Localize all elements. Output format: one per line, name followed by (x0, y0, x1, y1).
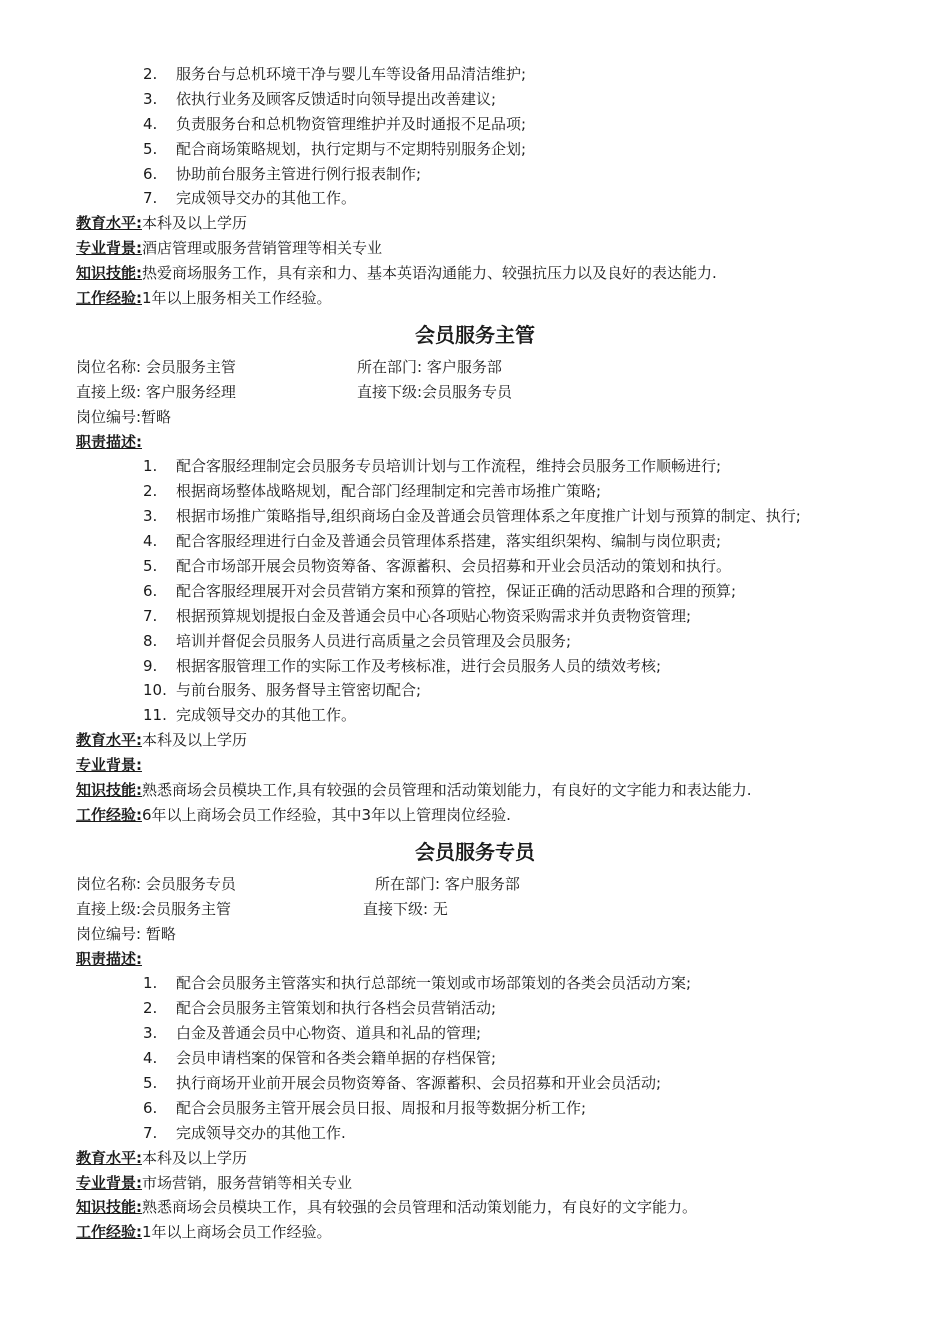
list-item: 1. 配合客服经理制定会员服务专员培训计划与工作流程，维持会员服务工作顺畅进行; (143, 457, 722, 476)
info-row (0, 872, 950, 897)
list-item: 2. 根据商场整体战略规划，配合部门经理制定和完善市场推广策略; (143, 482, 602, 501)
list-item: 3. 根据市场推广策略指导,组织商场白金及普通会员管理体系之年度推广计划与预算的制定、执行; (143, 507, 801, 526)
skills-field: 知识技能:熟悉商场会员模块工作，具有较强的会员管理和活动策划能力，有良好的文字能力。 (76, 1198, 698, 1217)
info-row (0, 355, 950, 380)
section-title-supervisor: 会员服务主管 (415, 322, 535, 347)
direct-subordinate: 直接下级:会员服务专员 (357, 382, 513, 401)
experience-field: 工作经验:1年以上服务相关工作经验。 (76, 289, 332, 308)
position-name: 岗位名称: 会员服务主管 (76, 357, 236, 376)
major-field: 专业背景: (76, 756, 142, 775)
list-item: 4. 配合客服经理进行白金及普通会员管理体系搭建，落实组织架构、编制与岗位职责; (143, 532, 722, 551)
list-item: 6. 配合客服经理展开对会员营销方案和预算的管控，保证正确的活动思路和合理的预算; (143, 581, 737, 600)
duties-heading: 职责描述: (76, 949, 142, 968)
info-row (0, 897, 950, 922)
major-field: 专业背景:市场营销，服务营销等相关专业 (76, 1173, 353, 1192)
list-item: 4. 负责服务台和总机物资管理维护并及时通报不足品项; (143, 114, 527, 133)
list-item: 4. 会员申请档案的保管和各类会籍单据的存档保管; (143, 1049, 497, 1068)
continued-duties-list (0, 62, 950, 211)
list-item: 9. 根据客服管理工作的实际工作及考核标准，进行会员服务人员的绩效考核; (143, 656, 662, 675)
position-code: 岗位编号:暂略 (76, 407, 172, 426)
specialist-requirements (0, 1146, 950, 1246)
list-item: 10. 与前台服务、服务督导主管密切配合; (143, 681, 422, 700)
list-item: 3. 依执行业务及顾客反馈适时向领导提出改善建议; (143, 89, 497, 108)
education-field: 教育水平:本科及以上学历 (76, 214, 248, 233)
duties-heading: 职责描述: (76, 432, 142, 451)
specialist-duties-list (0, 971, 950, 1145)
direct-superior: 直接上级:会员服务主管 (76, 899, 232, 918)
list-item: 5. 配合市场部开展会员物资筹备、客源蓄积、会员招募和开业会员活动的策划和执行。 (143, 557, 732, 576)
list-item: 11. 完成领导交办的其他工作。 (143, 706, 357, 725)
education-field: 教育水平:本科及以上学历 (76, 731, 248, 750)
list-item: 8. 培训并督促会员服务人员进行高质量之会员管理及会员服务; (143, 631, 572, 650)
section-title-specialist: 会员服务专员 (415, 839, 535, 864)
list-item: 2. 服务台与总机环境干净与婴儿车等设备用品清洁维护; (143, 65, 527, 83)
list-item: 2. 配合会员服务主管策划和执行各档会员营销活动; (143, 999, 497, 1018)
direct-subordinate: 直接下级: 无 (363, 899, 448, 918)
list-item: 7. 完成领导交办的其他工作. (143, 1123, 346, 1142)
skills-field: 知识技能:热爱商场服务工作，具有亲和力、基本英语沟通能力、较强抗压力以及良好的表达能力. (76, 264, 717, 283)
list-item: 1. 配合会员服务主管落实和执行总部统一策划或市场部策划的各类会员活动方案; (143, 974, 692, 993)
info-row (0, 380, 950, 405)
education-field: 教育水平:本科及以上学历 (76, 1148, 248, 1167)
skills-field: 知识技能:熟悉商场会员模块工作,具有较强的会员管理和活动策划能力，有良好的文字能力和表达能力. (76, 781, 752, 800)
department: 所在部门: 客户服务部 (375, 874, 520, 893)
continued-requirements (0, 211, 950, 311)
list-item: 7. 完成领导交办的其他工作。 (143, 189, 357, 208)
supervisor-duties-list (0, 454, 950, 728)
position-name: 岗位名称: 会员服务专员 (76, 874, 236, 893)
experience-field: 工作经验:1年以上商场会员工作经验。 (76, 1223, 332, 1242)
position-code: 岗位编号: 暂略 (76, 924, 176, 943)
supervisor-requirements (0, 728, 950, 828)
list-item: 7. 根据预算规划提报白金及普通会员中心各项贴心物资采购需求并负责物资管理; (143, 606, 692, 625)
department: 所在部门: 客户服务部 (357, 357, 502, 376)
direct-superior: 直接上级: 客户服务经理 (76, 382, 236, 401)
list-item: 5. 执行商场开业前开展会员物资筹备、客源蓄积、会员招募和开业会员活动; (143, 1073, 662, 1092)
list-item: 6. 配合会员服务主管开展会员日报、周报和月报等数据分析工作; (143, 1098, 587, 1117)
list-item: 6. 协助前台服务主管进行例行报表制作; (143, 164, 422, 183)
major-field: 专业背景:酒店管理或服务营销管理等相关专业 (76, 239, 383, 258)
list-item: 5. 配合商场策略规划，执行定期与不定期特别服务企划; (143, 139, 527, 158)
experience-field: 工作经验:6年以上商场会员工作经验，其中3年以上管理岗位经验. (76, 805, 511, 824)
list-item: 3. 白金及普通会员中心物资、道具和礼品的管理; (143, 1024, 482, 1043)
